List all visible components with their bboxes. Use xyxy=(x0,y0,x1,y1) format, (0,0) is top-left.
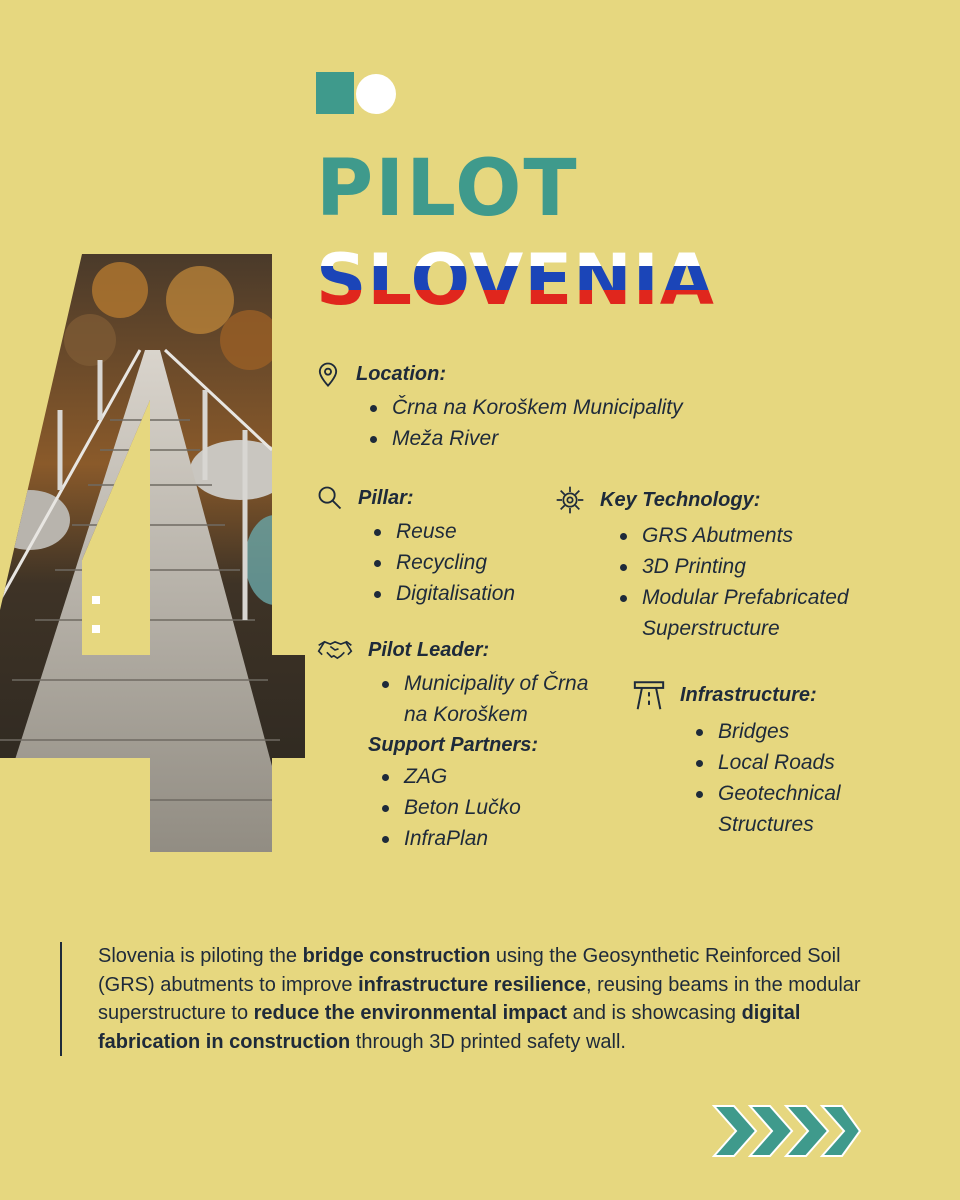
list-item: Geotechnical Structures xyxy=(694,778,884,840)
gear-circuit-icon xyxy=(554,484,586,516)
description-highlight: reduce the environmental impact xyxy=(253,1002,568,1024)
key-technology-section xyxy=(554,484,914,644)
chevrons-right-icon xyxy=(712,1104,862,1158)
list-item: Digitalisation xyxy=(372,578,515,609)
pilot-leader-section xyxy=(316,636,616,854)
logo-circle xyxy=(356,74,396,114)
list-item: Bridges xyxy=(694,716,884,747)
support-partners-title: Support Partners: xyxy=(368,734,539,756)
location-title: Location: xyxy=(356,362,446,385)
country-title: SLOVENIA xyxy=(316,239,715,321)
description-paragraph xyxy=(60,942,888,1056)
list-item: Local Roads xyxy=(694,747,884,778)
brand-logo xyxy=(316,72,396,114)
description-text: Slovenia is piloting the xyxy=(98,945,303,967)
list-item: InfraPlan xyxy=(380,823,616,854)
logo-square xyxy=(316,72,354,114)
location-pin-icon xyxy=(314,360,342,388)
pilot-leader-title: Pilot Leader: xyxy=(368,638,490,661)
pillar-title: Pillar: xyxy=(358,486,414,509)
pilot-number-four-photo xyxy=(0,0,310,870)
description-text: and is showcasing xyxy=(567,1002,742,1024)
list-item: Municipality of Črna na Koroškem xyxy=(380,668,610,730)
magnifier-icon xyxy=(316,484,344,512)
pillar-section xyxy=(316,484,515,609)
description-highlight: digital fabrication in construction xyxy=(98,1002,801,1053)
list-item: Meža River xyxy=(368,423,683,454)
list-item: Reuse xyxy=(372,516,515,547)
description-highlight: infrastructure resilience xyxy=(358,973,586,996)
handshake-icon xyxy=(316,636,354,664)
description-text: using the Geosynthetic Reinforced Soil (GRS) abutments to improve xyxy=(98,945,841,996)
list-item: Črna na Koroškem Municipality xyxy=(368,392,683,423)
list-item: ZAG xyxy=(380,761,616,792)
infrastructure-title: Infrastructure: xyxy=(680,683,817,706)
road-sign-icon xyxy=(632,678,666,712)
key-technology-title: Key Technology: xyxy=(600,488,761,511)
infrastructure-section xyxy=(632,678,892,840)
description-text: , reusing beams in the modular superstructure to xyxy=(98,973,861,1024)
list-item: 3D Printing xyxy=(618,551,908,582)
list-item: Beton Lučko xyxy=(380,792,616,823)
description-text: through 3D printed safety wall. xyxy=(350,1030,626,1053)
location-section xyxy=(314,360,683,454)
list-item: GRS Abutments xyxy=(618,520,908,551)
list-item: Modular Prefabricated Superstructure xyxy=(618,582,908,644)
list-item: Recycling xyxy=(372,547,515,578)
description-highlight: bridge construction xyxy=(302,945,491,967)
page-title: PILOT xyxy=(316,144,579,234)
